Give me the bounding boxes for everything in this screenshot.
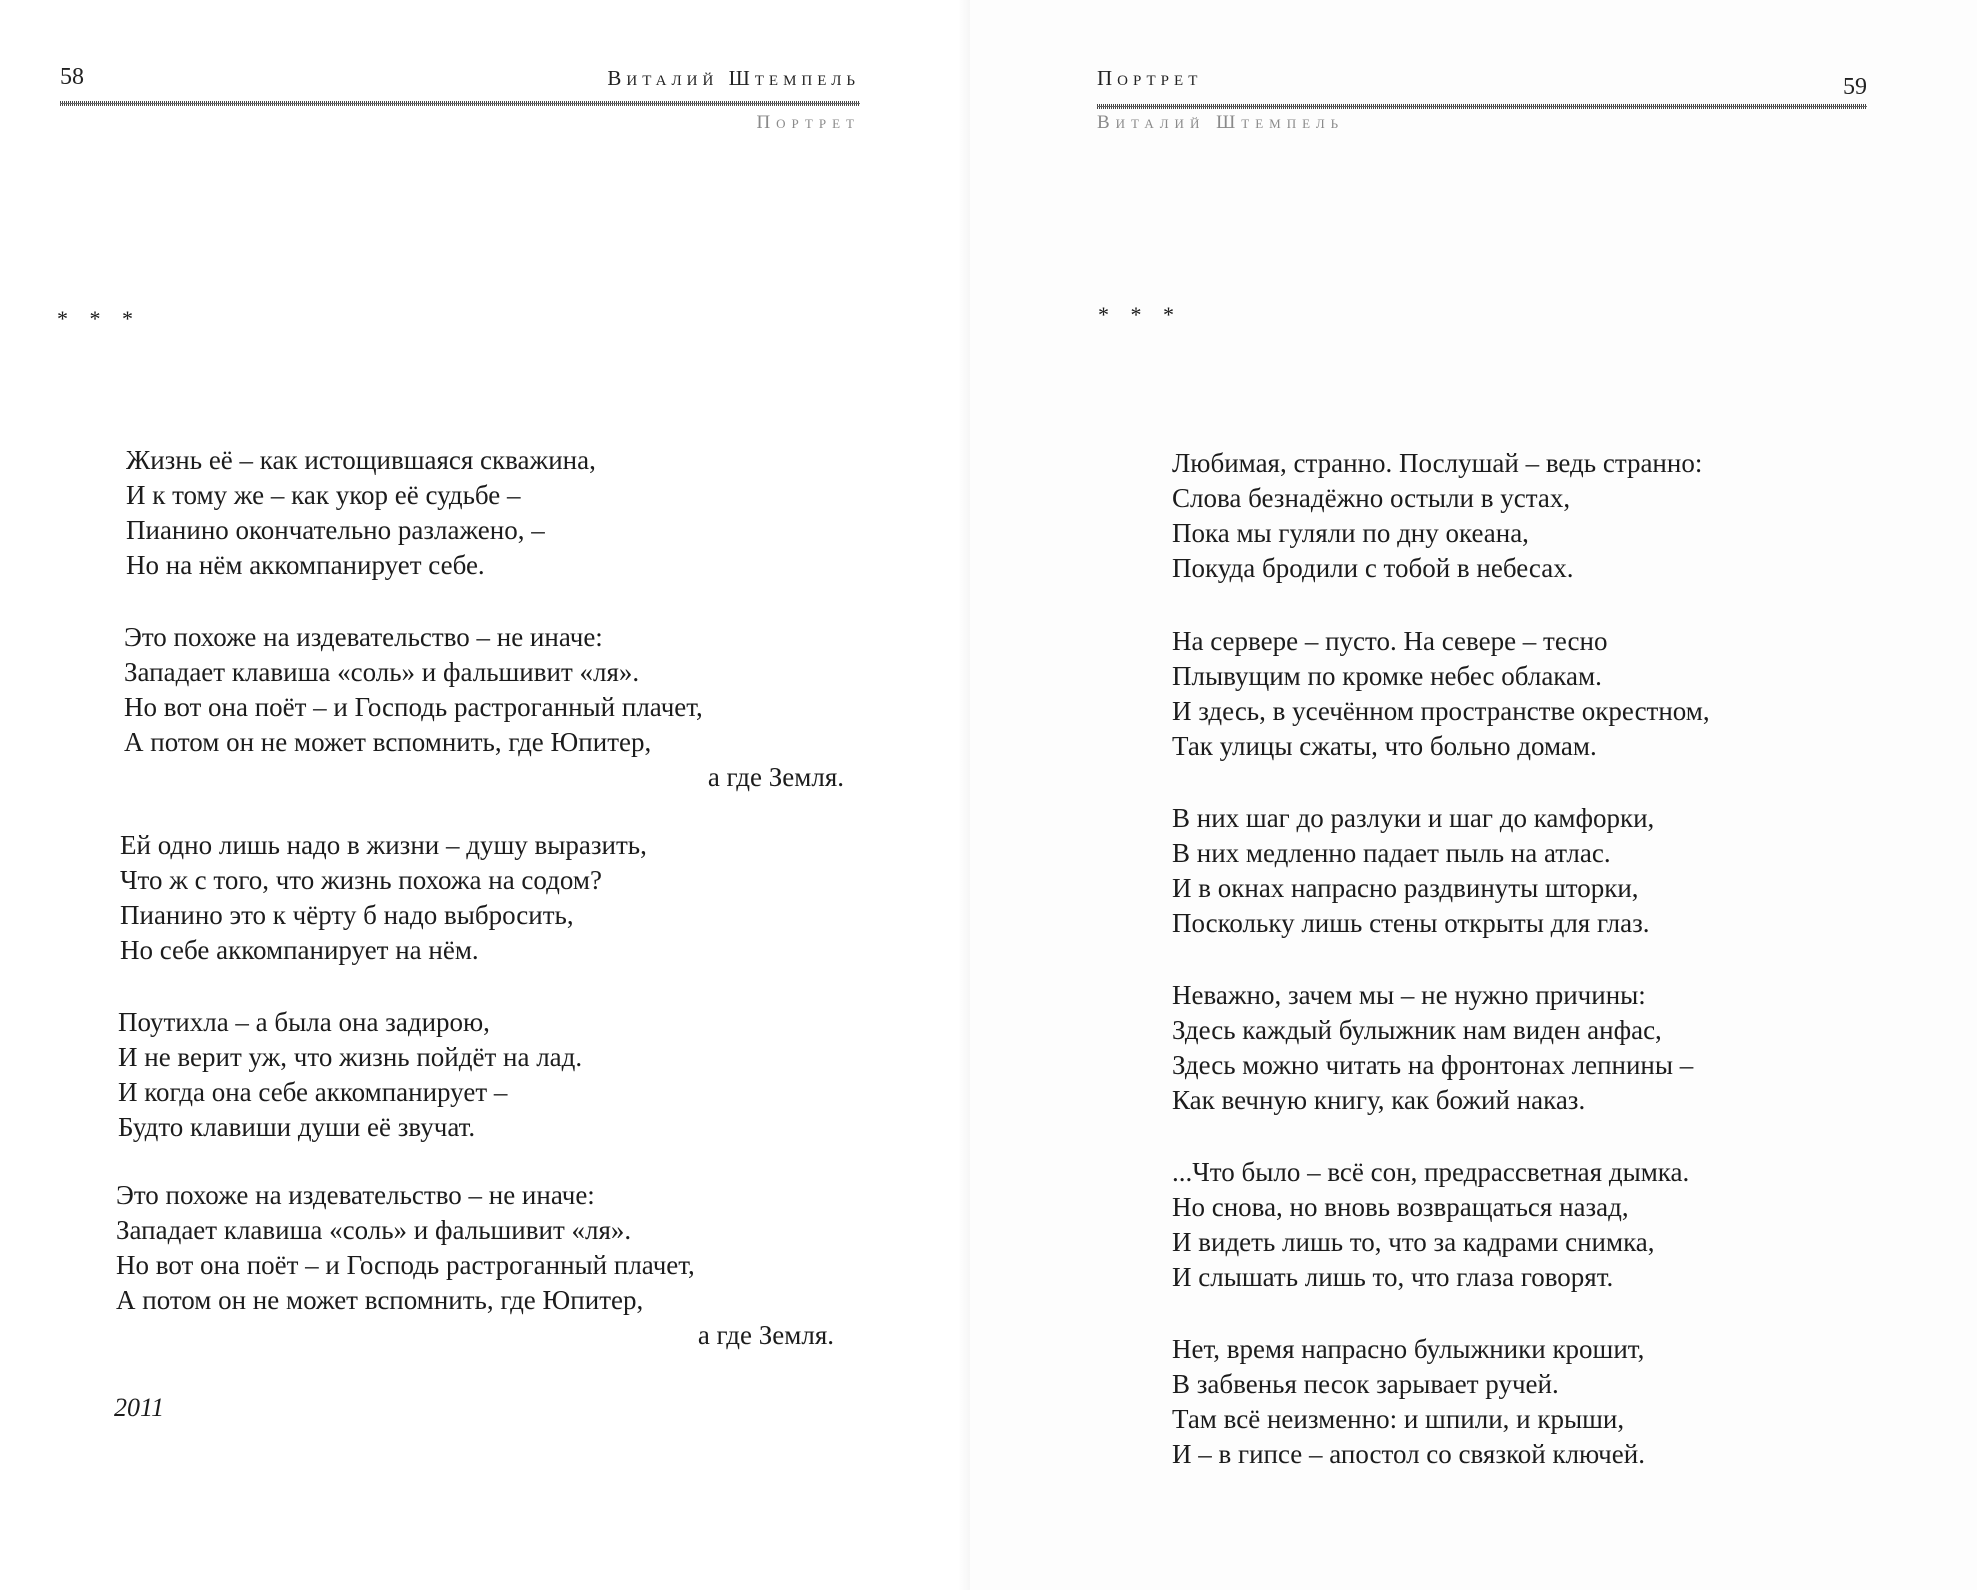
stanza xyxy=(1172,801,1932,941)
verse-line: Так улицы сжаты, что больно домам. xyxy=(1172,731,1597,761)
verse-line: Жизнь её – как истощившаяся скважина, xyxy=(126,445,596,475)
verse-line: Пианино это к чёрту б надо выбросить, xyxy=(120,900,574,930)
verse-line: Западает клавиша «соль» и фальшивит «ля». xyxy=(116,1215,632,1245)
verse-line: Но вот она поёт – и Господь растроганный плачет, xyxy=(124,692,703,722)
stanza xyxy=(1172,978,1932,1118)
verse-line: Неважно, зачем мы – не нужно причины: xyxy=(1172,980,1646,1010)
section-mark: * * * xyxy=(1098,302,1182,327)
verse-line: Здесь каждый булыжник нам виден анфас, xyxy=(1172,1015,1662,1045)
verse-line: Плывущим по кромке небес облакам. xyxy=(1172,661,1602,691)
verse-line: Но себе аккомпанирует на нём. xyxy=(120,935,479,965)
header-rule xyxy=(1097,104,1867,109)
verse-line: В забвенья песок зарывает ручей. xyxy=(1172,1369,1559,1399)
verse-line: И когда она себе аккомпанирует – xyxy=(118,1077,508,1107)
page-number-right: 59 xyxy=(1843,74,1867,100)
verse-line: И слышать лишь то, что глаза говорят. xyxy=(1172,1262,1614,1292)
verse-line: На сервере – пусто. На севере – тесно xyxy=(1172,626,1608,656)
right-page xyxy=(970,0,1977,1590)
stanza xyxy=(116,1178,834,1353)
poem-year: 2011 xyxy=(114,1393,165,1422)
verse-line: И к тому же – как укор её судьбе – xyxy=(126,480,521,510)
section-mark: * * * xyxy=(57,306,141,331)
stanza xyxy=(118,1005,838,1145)
verse-line: ...Что было – всё сон, предрассветная дымка. xyxy=(1172,1157,1690,1187)
verse-line: Любимая, странно. Послушай – ведь странно: xyxy=(1172,448,1703,478)
verse-line: Но на нём аккомпанирует себе. xyxy=(126,550,485,580)
verse-line: Но снова, но вновь возвращаться назад, xyxy=(1172,1192,1629,1222)
verse-line: В них медленно падает пыль на атлас. xyxy=(1172,838,1611,868)
verse-line: Ей одно лишь надо в жизни – душу выразить, xyxy=(120,830,647,860)
stanza xyxy=(124,620,844,795)
verse-line: Поутихла – а была она задирою, xyxy=(118,1007,490,1037)
verse-line: Будто клавиши души её звучат. xyxy=(118,1112,476,1142)
verse-line: Здесь можно читать на фронтонах лепнины – xyxy=(1172,1050,1694,1080)
verse-line: Покуда бродили с тобой в небесах. xyxy=(1172,553,1574,583)
verse-line: И в окнах напрасно раздвинуты шторки, xyxy=(1172,873,1639,903)
stanza xyxy=(1172,1332,1932,1472)
verse-line: Нет, время напрасно булыжники крошит, xyxy=(1172,1334,1645,1364)
verse-line: И – в гипсе – апостол со связкой ключей. xyxy=(1172,1439,1645,1469)
verse-line: Там всё неизменно: и шпили, и крыши, xyxy=(1172,1404,1625,1434)
running-header-author: Виталий Штемпель xyxy=(607,66,860,90)
stanza xyxy=(1172,624,1932,764)
header-rule xyxy=(60,101,860,106)
verse-line: Пианино окончательно разлажено, – xyxy=(126,515,545,545)
verse-line: Пока мы гуляли по дну океана, xyxy=(1172,518,1529,548)
stanza xyxy=(1172,1155,1932,1295)
running-header-title: Портрет xyxy=(756,112,860,133)
verse-line-continuation: а где Земля. xyxy=(707,762,844,792)
page-number-left: 58 xyxy=(60,64,84,90)
verse-line-continuation: а где Земля. xyxy=(697,1320,834,1350)
verse-line: Поскольку лишь стены открыты для глаз. xyxy=(1172,908,1650,938)
left-page xyxy=(0,0,970,1590)
running-header-title: Портрет xyxy=(1097,66,1203,90)
verse-line: Слова безнадёжно остыли в устах, xyxy=(1172,483,1571,513)
stanza xyxy=(1172,446,1932,586)
verse-line: Это похоже на издевательство – не иначе: xyxy=(124,622,603,652)
verse-line: А потом он не может вспомнить, где Юпитер, xyxy=(116,1285,644,1315)
verse-line: И видеть лишь то, что за кадрами снимка, xyxy=(1172,1227,1655,1257)
stanza xyxy=(126,443,846,583)
running-header-author: Виталий Штемпель xyxy=(1097,112,1345,133)
stanza xyxy=(120,828,840,968)
verse-line: И здесь, в усечённом пространстве окрестном, xyxy=(1172,696,1710,726)
verse-line: Что ж с того, что жизнь похожа на содом? xyxy=(120,865,602,895)
verse-line: И не верит уж, что жизнь пойдёт на лад. xyxy=(118,1042,583,1072)
verse-line: В них шаг до разлуки и шаг до камфорки, xyxy=(1172,803,1655,833)
verse-line: А потом он не может вспомнить, где Юпитер, xyxy=(124,727,652,757)
verse-line: Как вечную книгу, как божий наказ. xyxy=(1172,1085,1586,1115)
verse-line: Это похоже на издевательство – не иначе: xyxy=(116,1180,595,1210)
verse-line: Но вот она поёт – и Господь растроганный плачет, xyxy=(116,1250,695,1280)
verse-line: Западает клавиша «соль» и фальшивит «ля». xyxy=(124,657,640,687)
